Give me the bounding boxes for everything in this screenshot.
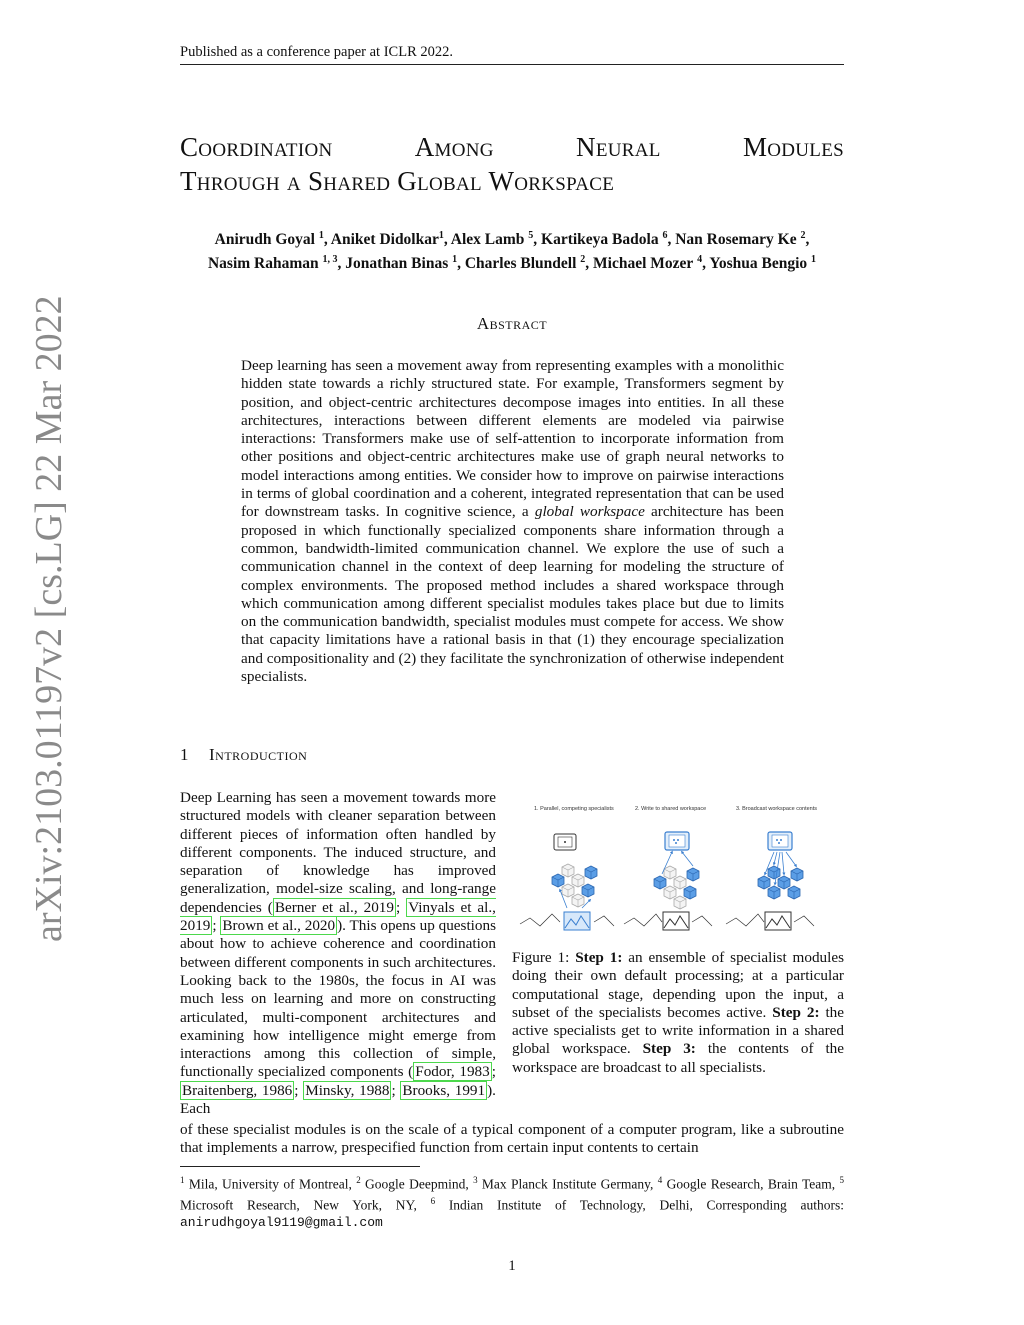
caption-prefix: Figure 1:: [512, 949, 576, 966]
citation-sep: ;: [391, 1081, 401, 1099]
footnote-text: Indian Institute of Technology, Delhi, Corresponding authors:: [435, 1197, 845, 1212]
citation-link[interactable]: Brown et al., 2020: [222, 917, 336, 935]
title-word-3: Neural: [576, 132, 661, 162]
footnote-marker: 1: [180, 1175, 185, 1185]
title-word-2: Among: [414, 132, 494, 162]
citation-link[interactable]: Braitenberg, 1986: [182, 1081, 293, 1099]
footnote-text: Google Deepmind,: [360, 1176, 474, 1192]
citation-link[interactable]: Minsky, 1988: [305, 1081, 390, 1099]
abstract-heading: Abstract: [476, 314, 548, 333]
author-name: Alex Lamb: [450, 231, 525, 249]
figure-caption: [512, 949, 844, 1077]
arxiv-stamp: arXiv:2103.01197v2 [cs.LG] 22 Mar 2022: [28, 295, 70, 942]
author-affiliation: 6: [662, 230, 668, 241]
panel-3-workspace: [768, 832, 792, 850]
contact-email[interactable]: anirudhgoyal9119@gmail.com: [180, 1215, 383, 1230]
citation-link[interactable]: Brooks, 1991: [402, 1081, 486, 1099]
title-line-1: [180, 130, 844, 164]
footnote-marker: 3: [473, 1175, 478, 1185]
citation-sep: ;: [491, 1063, 496, 1081]
caption-text: an ensemble of specialist modules doing their own default processing; at a particular computational stage, depending upon the input, a subset of the specialists becomes active.: [512, 949, 844, 1021]
citation-link[interactable]: Fodor, 1983: [415, 1063, 490, 1081]
author-affiliation: 2: [580, 254, 586, 266]
intro-text: Deep Learning has seen a movement towards more structured models with cleaner separation between different pieces of information often handled by different components. The induced structure, and separation of knowledge has improved generalization, model-size scaling, and long-range dependencies (: [180, 789, 496, 916]
author-affiliation: 1: [318, 230, 324, 241]
author-name: Charles Blundell: [464, 255, 577, 273]
abstract-emphasis: global workspace: [534, 503, 645, 521]
title-word-4: Modules: [742, 132, 844, 162]
author-affiliation: 1, 3: [322, 254, 338, 266]
abstract-text: architecture has been proposed in which functionally specialized components share information through a common, bandwidth-limited communication channel. We explore the use of such a communication channel in the context of deep learning for modeling the structure of complex environments. The proposed method includes a shared workspace through which communication among different specialist modules takes place but due to limits on the communication bandwidth, specialist modules must compete for access. We show that capacity limitations have a rational basis in that (1) they encourage specialization and compositionality and (2) they facilitate the synchronization of otherwise independent specialists.: [241, 503, 784, 686]
footnote-text: Google Research, Brain Team,: [662, 1176, 840, 1192]
citation-link[interactable]: Berner et al., 2019: [274, 898, 394, 916]
panel-2-specialists: [654, 852, 699, 909]
citation-sep: ;: [212, 917, 221, 935]
figure-1: [512, 806, 844, 942]
author-affiliation: 1: [811, 254, 817, 266]
panel-2-input-image: [624, 912, 712, 930]
page-number: 1: [508, 1258, 516, 1274]
footnote-marker: 2: [356, 1175, 361, 1185]
author-name: Jonathan Binas: [345, 255, 449, 273]
panel-3-input-image: [726, 912, 814, 930]
author-name: Michael Mozer: [593, 255, 694, 273]
panel-1-specialists: [552, 864, 597, 908]
section-title: Introduction: [209, 745, 308, 764]
author-affiliation: 1: [452, 254, 458, 266]
title-line-2: Through a Shared Global Workspace: [180, 166, 615, 196]
intro-text: ). This opens up questions about how to achieve coherence and coordination between different components in such architectures. Looking back to the 1980s, the focus in AI was much less on learning and more on constructing articulated, multi-component architectures and examining how intelligence might emerge from interactions among this collection of simple, functionally specialized components (: [180, 917, 497, 1081]
footnote-text: Mila, University of Montreal,: [184, 1176, 357, 1192]
panel-1-input-image: [520, 912, 614, 930]
author-name: Nan Rosemary Ke: [675, 231, 797, 249]
abstract-text: Deep learning has seen a movement away from representing examples with a monolithic hidden state towards a richly structured state. For example, Transformers segment by position, and object-centric architectures decompose images into entities. In all these architectures, interactions between different elements are modeled via pairwise interactions: Transformers make use of self-attention to incorporate information from other positions and object-centric architectures make use of graph neural networks to model interactions among entities. We consider how to improve on pairwise interactions in terms of global coordination and a coherent, integrated representation that can be used for downstream tasks. In cognitive science, a: [241, 357, 784, 521]
author-name: Yoshua Bengio: [709, 255, 808, 273]
caption-text: the contents of the workspace are broadcast to all specialists.: [512, 1040, 845, 1076]
footnote-text: Microsoft Research, New York, NY,: [180, 1197, 431, 1212]
author-affiliation: 5: [528, 230, 534, 241]
author-line-2: Nasim Rahaman $^{1, 3}$, Jonathan Binas $^1$, Charles Blundell $^2$, Michael Mozer $^4$, Yoshua Bengio $^1$: [207, 254, 817, 273]
citation-sep: ;: [294, 1081, 304, 1099]
author-affiliation: 1: [438, 230, 444, 241]
citation-link[interactable]: Vinyals et al., 2019: [180, 898, 496, 935]
footnote-marker: 5: [839, 1175, 844, 1185]
section-number: 1: [180, 745, 189, 764]
author-name: Aniket Didolkar: [330, 231, 439, 249]
figure-panel-label: 2. Write to shared workspace: [635, 806, 707, 812]
intro-paragraph-column: [180, 789, 496, 1118]
header-rule: [180, 64, 844, 65]
caption-step-label: Step 3:: [642, 1040, 696, 1058]
running-head: Published as a conference paper at ICLR 2022.: [180, 44, 453, 60]
abstract-body: [241, 357, 784, 686]
footnote-marker: 6: [430, 1195, 436, 1206]
caption-step-label: Step 2:: [772, 1003, 820, 1021]
paper-title: [180, 130, 844, 198]
caption-text: the active specialists get to write information in a shared global workspace.: [512, 1003, 844, 1058]
panel-2-workspace: [665, 832, 689, 850]
figure-panel-label: 1. Parallel, competing specialists: [534, 806, 614, 812]
footnote-text: Max Planck Institute Germany,: [477, 1176, 658, 1192]
section-heading: [180, 745, 307, 765]
author-list: [180, 226, 844, 274]
author-name: Nasim Rahaman: [207, 255, 319, 273]
affiliations-footnote: [180, 1172, 844, 1231]
author-affiliation: 4: [697, 254, 703, 266]
panel-3-specialists: [758, 852, 803, 899]
intro-paragraph-full: of these specialist modules is on the scale of a typical component of a computer program, like a subroutine that implements a narrow, prespecified function from certain input contents to certain: [180, 1121, 844, 1157]
footnote-marker: 4: [657, 1175, 663, 1185]
footnote-rule: [180, 1166, 420, 1167]
figure-panel-label: 3. Broadcast workspace contents: [736, 806, 818, 812]
title-word-1: Coordination: [180, 132, 333, 162]
author-name: Kartikeya Badola: [541, 231, 659, 249]
author-line-1: Anirudh Goyal $^1$, Aniket Didolkar$^1$, Alex Lamb $^5$, Kartikeya Badola $^6$, Nan Rosemary Ke $^2$,: [214, 230, 810, 249]
intro-text: ). Each: [180, 1081, 496, 1118]
author-name: Anirudh Goyal: [214, 231, 315, 249]
citation-sep: ;: [395, 898, 407, 916]
figure-diagram: [512, 806, 844, 942]
panel-1-workspace: [554, 834, 576, 850]
author-affiliation: 2: [800, 230, 806, 241]
caption-step-label: Step 1:: [575, 949, 623, 966]
